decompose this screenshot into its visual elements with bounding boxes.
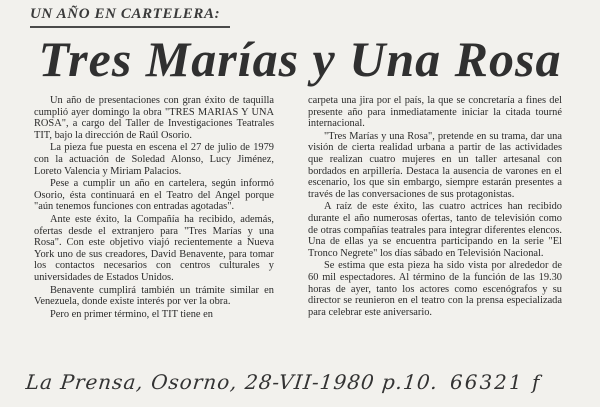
paragraph: Pero en primer término, el TIT tiene en bbox=[50, 308, 213, 320]
paragraph: "Tres Marías y una Rosa", pretende en su trama, dar una visión de cierta realidad urbana a partir de las actividades que realizan cuatro mujeres en un taller artesanal con bordados en arpillería. Destaca la ausencia de varones en el escenario, los que sin embargo, siempre estarán presentes a través de las conversaciones de sus protagonistas. bbox=[308, 130, 562, 200]
article-column-right bbox=[308, 95, 562, 319]
paragraph: carpeta una jira por el país, la que se concretaría a fines del presente año para inmediatamente iniciar la citada tourné internacional. bbox=[308, 95, 562, 130]
section-kicker: UN AÑO EN CARTELERA: bbox=[30, 6, 221, 22]
paragraph: A raíz de este éxito, las cuatro actrices han recibido durante el año numerosas ofertas, tanto de televisión como de otras compañías teatrales para integrar diferentes elencos. Una de ellas ya se encuentra participando en la serie "El Tronco Negrete" los días sábado en Televisión Nacional. bbox=[308, 201, 562, 259]
paragraph: Pese a cumplir un año en cartelera, según informó Osorio, ésta continuará en el Teatro del Angel porque "aún tenemos funciones con entradas agotadas". bbox=[34, 178, 274, 213]
paragraph: Se estima que esta pieza ha sido vista por alrededor de 60 mil espectadores. Al término de la función de las 19.30 horas de ayer, tanto los actores como escenógrafos y su director se reunieron en el teatro con la prensa especializada para celebrar este aniversario. bbox=[308, 260, 562, 318]
paragraph: Ante este éxito, la Compañía ha recibido, además, ofertas desde el extranjero para "Tres Marías y una Rosa". Con este objetivo viajó recientemente a Nueva York uno de sus creadores, David Benavente, para tomar los contactos necesarios con centros culturales y universidades de Estados Unidos. bbox=[34, 213, 274, 283]
handwritten-archive-code: 66321 f bbox=[450, 370, 542, 394]
handwritten-source-note: La Prensa, Osorno, 28-VII-1980 p.10. bbox=[24, 370, 440, 394]
paragraph: La pieza fue puesta en escena el 27 de julio de 1979 con la actuación de Soledad Alonso, Lucy Jiménez, Loreto Valencia y Miriam Palacios. bbox=[34, 142, 274, 177]
kicker-underline bbox=[30, 26, 230, 28]
paragraph: Benavente cumplirá también un trámite similar en Venezuela, donde existe interés por ver la obra. bbox=[34, 284, 274, 308]
paragraph: Un año de presentaciones con gran éxito de taquilla cumplió ayer domingo la obra "TRES MARIAS Y UNA ROSA", a cargo del Taller de Investigaciones Teatrales TIT, bajo la dirección de Raúl Osorio. bbox=[34, 95, 274, 141]
article-headline: Tres Marías y Una Rosa bbox=[38, 31, 562, 87]
article-column-left bbox=[34, 95, 274, 321]
